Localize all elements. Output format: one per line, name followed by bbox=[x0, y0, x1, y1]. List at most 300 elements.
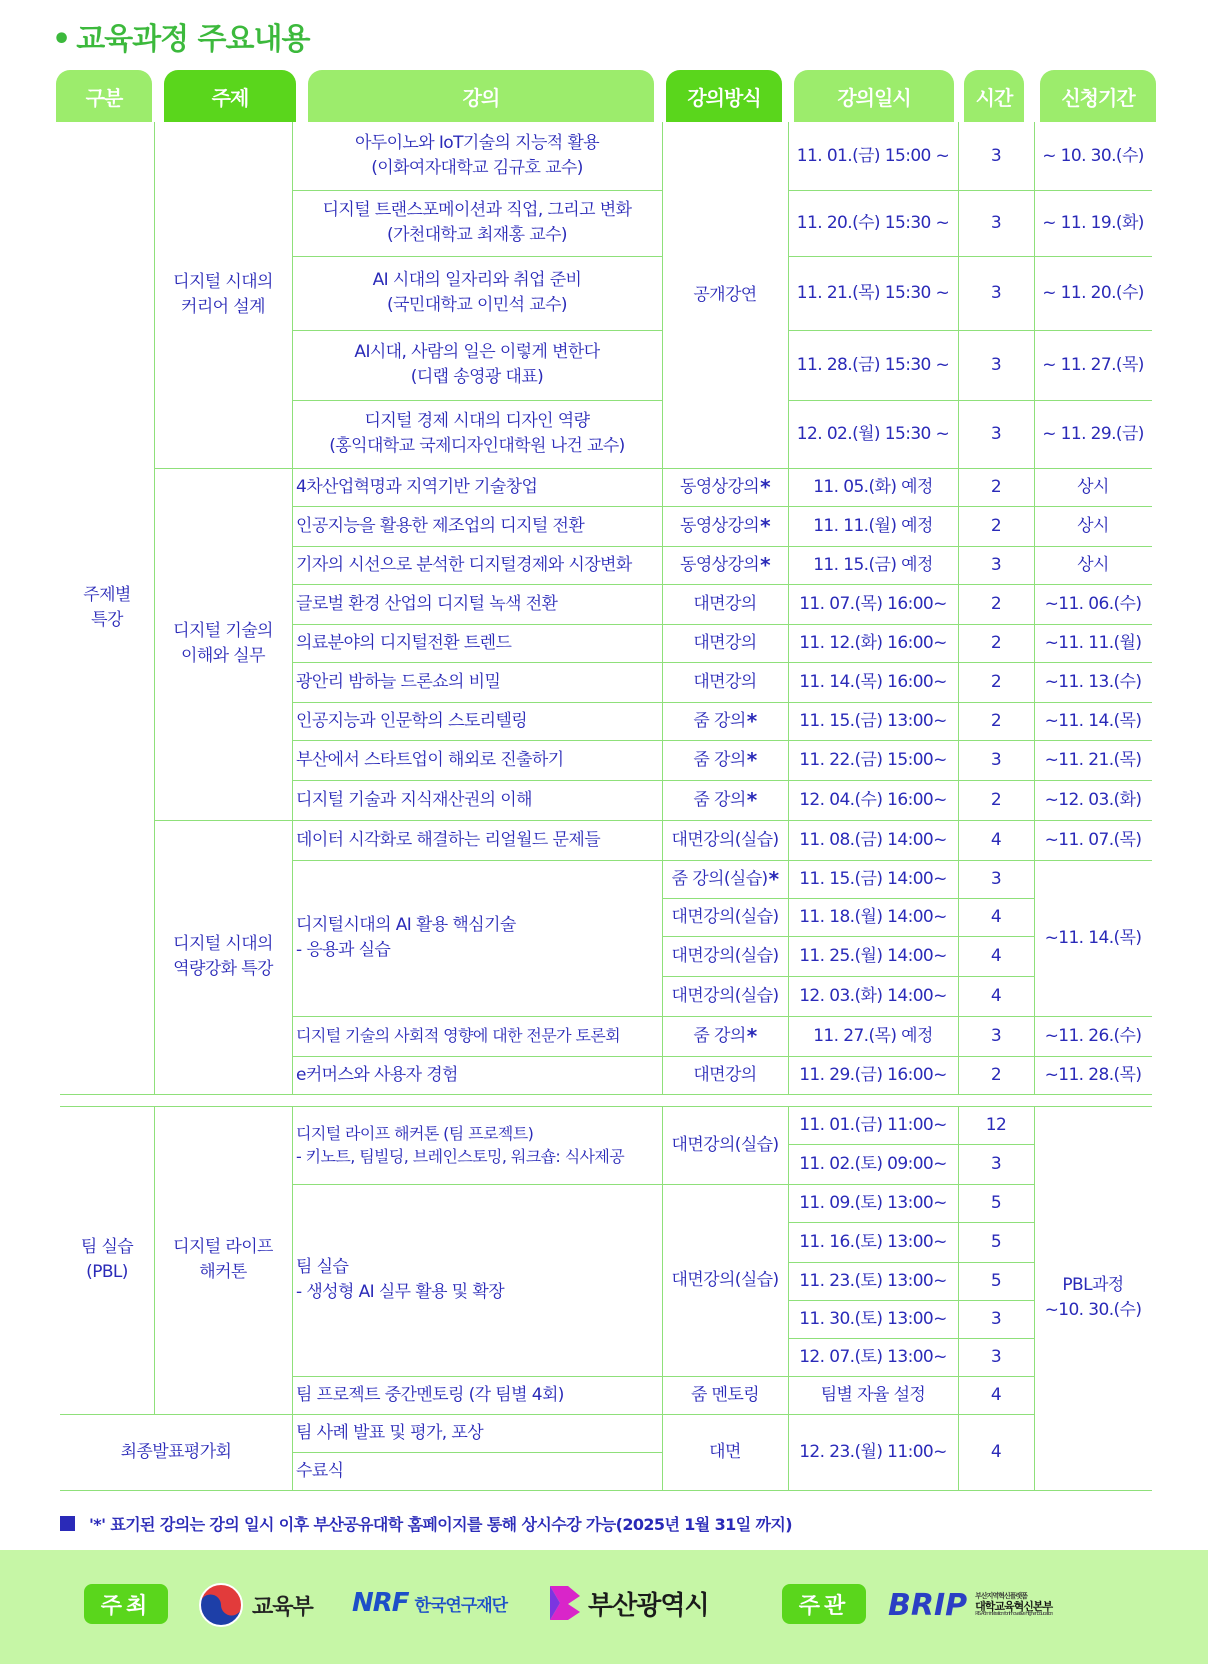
hours-cell bbox=[958, 1106, 1034, 1144]
category-pbl bbox=[60, 1106, 154, 1414]
host-badge: 주최 bbox=[84, 1584, 168, 1624]
apply-cell bbox=[1034, 860, 1152, 1016]
cell-text: 2 bbox=[990, 632, 1002, 653]
hours-cell bbox=[958, 1056, 1034, 1094]
cell-text: 대면강의(실습) bbox=[671, 1269, 779, 1290]
topic-hackathon bbox=[154, 1106, 292, 1414]
method-cell bbox=[662, 898, 788, 936]
square-bullet-icon bbox=[60, 1516, 75, 1531]
lecture-cell bbox=[292, 256, 662, 330]
apply-cell bbox=[1034, 122, 1152, 190]
method-cell bbox=[662, 468, 788, 506]
hours-cell bbox=[958, 1414, 1034, 1490]
cell-text: 3 bbox=[990, 1025, 1002, 1046]
cell-text: 3 bbox=[990, 868, 1002, 889]
cell-text: 대면강의(실습) bbox=[671, 985, 779, 1006]
column-divider bbox=[1034, 122, 1035, 1094]
method-cell bbox=[662, 662, 788, 702]
row-divider bbox=[788, 1300, 1034, 1301]
method-cell bbox=[662, 1184, 788, 1376]
cell-text: 디지털 라이프 해커톤 bbox=[173, 1237, 273, 1282]
busan-logo: 부산광역시 bbox=[548, 1584, 709, 1622]
method-cell bbox=[662, 702, 788, 740]
row-divider bbox=[662, 898, 1034, 899]
cell-text: AI시대, 사람의 일은 이렇게 변한다 (디랩 송영광 대표) bbox=[354, 342, 600, 387]
cell-text: 디지털 트랜스포메이션과 직업, 그리고 변화 (가천대학교 최재홍 교수) bbox=[322, 200, 632, 245]
cell-text: 대면강의(실습) bbox=[671, 829, 779, 850]
cell-text: 상시 bbox=[1077, 476, 1109, 497]
method-cell bbox=[662, 740, 788, 780]
apply-cell bbox=[1034, 702, 1152, 740]
cell-text: 부산에서 스타트업이 해외로 진출하기 bbox=[296, 749, 564, 770]
cell-text: 3 bbox=[990, 212, 1002, 233]
lecture-cell bbox=[292, 330, 662, 400]
cell-text: 12. 02.(월) 15:30 ~ bbox=[796, 423, 950, 444]
hours-cell bbox=[958, 1016, 1034, 1056]
cell-text: 디지털시대의 AI 활용 핵심기술 - 응용과 실습 bbox=[296, 915, 516, 960]
cell-text: 12. 04.(수) 16:00~ bbox=[799, 789, 947, 810]
row-divider bbox=[788, 1262, 1034, 1263]
cell-text: 11. 09.(토) 13:00~ bbox=[799, 1192, 947, 1213]
method-cell bbox=[662, 1016, 788, 1056]
cell-text: 12. 23.(월) 11:00~ bbox=[799, 1441, 947, 1462]
date-cell bbox=[788, 584, 958, 624]
column-divider bbox=[662, 122, 663, 1094]
cell-text: 11. 28.(금) 15:30 ~ bbox=[796, 354, 950, 375]
lecture-cell bbox=[292, 1414, 662, 1452]
method-cell bbox=[662, 936, 788, 976]
topic-career bbox=[154, 122, 292, 468]
hours-cell bbox=[958, 1338, 1034, 1376]
row-divider bbox=[788, 256, 1152, 257]
cell-text: 수료식 bbox=[296, 1460, 344, 1481]
cell-text: 대면강의 bbox=[693, 632, 757, 653]
date-cell bbox=[788, 662, 958, 702]
cell-text: 11. 07.(목) 16:00~ bbox=[799, 593, 947, 614]
cell-text: 4 bbox=[990, 985, 1002, 1006]
page-title: • 교육과정 주요내용 bbox=[52, 22, 310, 57]
apply-cell bbox=[1034, 584, 1152, 624]
column-header-0: 구분 bbox=[56, 70, 152, 122]
apply-cell bbox=[1034, 1056, 1152, 1094]
apply-cell bbox=[1034, 546, 1152, 584]
cell-text: 11. 15.(금) 13:00~ bbox=[799, 710, 947, 731]
column-header-4: 강의일시 bbox=[794, 70, 954, 122]
cell-text: 디지털 라이프 해커톤 (팀 프로젝트) - 키노트, 팀빌딩, 브레인스토밍, 워크숍: 식사제공 bbox=[296, 1123, 625, 1166]
category-special bbox=[60, 122, 154, 1094]
hours-cell bbox=[958, 584, 1034, 624]
hours-cell bbox=[958, 1262, 1034, 1300]
cell-text: 대면강의(실습) bbox=[671, 906, 779, 927]
method-cell bbox=[662, 1376, 788, 1414]
footnote: '*' 표기된 강의는 강의 일시 이후 부산공유대학 홈페이지를 통해 상시수강 가능(2025년 1월 31일 까지) bbox=[60, 1512, 792, 1535]
asterisk-mark: * bbox=[768, 866, 779, 891]
cell-text: 11. 15.(금) 14:00~ bbox=[799, 868, 947, 889]
lecture-cell bbox=[292, 820, 662, 860]
apply-cell bbox=[1034, 820, 1152, 860]
cell-text: 4 bbox=[990, 829, 1002, 850]
cell-text: 12. 07.(토) 13:00~ bbox=[799, 1346, 947, 1367]
cell-text: 11. 05.(화) 예정 bbox=[813, 476, 933, 497]
apply-cell bbox=[1034, 468, 1152, 506]
hours-cell bbox=[958, 330, 1034, 400]
cell-text: ~11. 13.(수) bbox=[1044, 671, 1142, 692]
cell-text: 11. 15.(금) 예정 bbox=[813, 554, 933, 575]
date-cell bbox=[788, 546, 958, 584]
apply-cell bbox=[1034, 256, 1152, 330]
cell-text: 동영상강의 bbox=[680, 515, 760, 536]
cell-text: 줌 멘토링 bbox=[690, 1384, 760, 1405]
cell-text: 기자의 시선으로 분석한 디지털경제와 시장변화 bbox=[296, 554, 632, 575]
date-cell bbox=[788, 740, 958, 780]
row-divider bbox=[292, 400, 662, 401]
method-cell bbox=[662, 1106, 788, 1184]
asterisk-mark: * bbox=[746, 1023, 757, 1048]
date-cell bbox=[788, 256, 958, 330]
cell-text: 11. 18.(월) 14:00~ bbox=[799, 906, 947, 927]
cell-text: 대면 bbox=[709, 1441, 741, 1462]
row-divider bbox=[292, 506, 1152, 507]
cell-text: 5 bbox=[990, 1192, 1002, 1213]
cell-text: 11. 30.(토) 13:00~ bbox=[799, 1308, 947, 1329]
lecture-cell bbox=[292, 506, 662, 546]
date-cell bbox=[788, 1262, 958, 1300]
cell-text: 디지털 기술의 사회적 영향에 대한 전문가 토론회 bbox=[296, 1026, 621, 1046]
cell-text: e커머스와 사용자 경험 bbox=[296, 1064, 458, 1085]
cell-text: 11. 14.(목) 16:00~ bbox=[799, 671, 947, 692]
cell-text: ~11. 11.(월) bbox=[1044, 632, 1142, 653]
cell-text: ~11. 28.(목) bbox=[1044, 1064, 1142, 1085]
cell-text: 2 bbox=[990, 1064, 1002, 1085]
cell-text: 2 bbox=[990, 515, 1002, 536]
apply-cell bbox=[1034, 190, 1152, 256]
apply-cell bbox=[1034, 506, 1152, 546]
cell-text: 디지털 경제 시대의 디자인 역량 (홍익대학교 국제디자인대학원 나건 교수) bbox=[329, 411, 625, 456]
column-header-1: 주제 bbox=[164, 70, 296, 122]
hours-cell bbox=[958, 820, 1034, 860]
cell-text: ~11. 07.(목) bbox=[1044, 829, 1142, 850]
hours-cell bbox=[958, 256, 1034, 330]
column-header-3: 강의방식 bbox=[666, 70, 782, 122]
row-divider bbox=[292, 662, 1152, 663]
date-cell bbox=[788, 1184, 958, 1222]
apply-pbl bbox=[1034, 1106, 1152, 1490]
row-divider bbox=[788, 1338, 1034, 1339]
method-cell bbox=[662, 546, 788, 584]
cell-text: 줌 강의 bbox=[693, 1025, 746, 1046]
asterisk-mark: * bbox=[760, 552, 770, 577]
method-cell bbox=[662, 820, 788, 860]
cell-text: 팀별 자율 설정 bbox=[820, 1384, 926, 1405]
lecture-cell bbox=[292, 780, 662, 820]
lecture-cell bbox=[292, 1016, 662, 1056]
date-cell bbox=[788, 1144, 958, 1184]
asterisk-mark: * bbox=[746, 708, 757, 733]
cell-text: 4 bbox=[990, 1384, 1002, 1405]
method-cell bbox=[662, 122, 788, 468]
method-cell bbox=[662, 1414, 788, 1490]
row-divider bbox=[788, 1144, 1034, 1145]
cell-text: ~12. 03.(화) bbox=[1044, 789, 1142, 810]
cell-text: 동영상강의 bbox=[680, 554, 760, 575]
apply-cell bbox=[1034, 400, 1152, 468]
apply-cell bbox=[1034, 662, 1152, 702]
hours-cell bbox=[958, 624, 1034, 662]
row-divider bbox=[292, 256, 662, 257]
cell-text: 2 bbox=[990, 476, 1002, 497]
row-divider bbox=[292, 780, 1152, 781]
hours-cell bbox=[958, 740, 1034, 780]
cell-text: 최종발표평가회 bbox=[120, 1441, 232, 1462]
cell-text: 11. 29.(금) 16:00~ bbox=[799, 1064, 947, 1085]
lecture-cell bbox=[292, 624, 662, 662]
date-cell bbox=[788, 122, 958, 190]
topic-capacity bbox=[154, 820, 292, 1094]
cell-text: 글로벌 환경 산업의 디지털 녹색 전환 bbox=[296, 593, 558, 614]
row-divider bbox=[292, 702, 1152, 703]
date-cell bbox=[788, 1376, 958, 1414]
cell-text: 팀 사례 발표 및 평가, 포상 bbox=[296, 1422, 484, 1443]
date-cell bbox=[788, 468, 958, 506]
column-divider bbox=[662, 1106, 663, 1490]
curriculum-table bbox=[60, 122, 1152, 1502]
lecture-team bbox=[292, 1184, 662, 1376]
cell-text: 광안리 밤하늘 드론쇼의 비밀 bbox=[296, 671, 501, 692]
date-cell bbox=[788, 820, 958, 860]
row-divider bbox=[662, 976, 1034, 977]
cell-text: 11. 01.(금) 11:00~ bbox=[799, 1114, 947, 1135]
cell-text: 11. 25.(월) 14:00~ bbox=[799, 945, 947, 966]
cell-text: 디지털 시대의 커리어 설계 bbox=[173, 272, 273, 317]
cell-text: 3 bbox=[990, 282, 1002, 303]
hours-cell bbox=[958, 190, 1034, 256]
date-cell bbox=[788, 1056, 958, 1094]
lecture-cell bbox=[292, 1376, 662, 1414]
brip-logo: BRIP 부산지역혁신플랫폼 대학교육혁신본부 RIS Administration for Innovative Higher Education bbox=[888, 1588, 1053, 1623]
column-header-6: 신청기간 bbox=[1040, 70, 1156, 122]
cell-text: 3 bbox=[990, 1346, 1002, 1367]
cell-text: 데이터 시각화로 해결하는 리얼월드 문제들 bbox=[296, 829, 601, 850]
column-divider bbox=[292, 1106, 293, 1490]
row-divider bbox=[292, 330, 662, 331]
cell-text: 5 bbox=[990, 1231, 1002, 1252]
cell-text: 3 bbox=[990, 1308, 1002, 1329]
cell-text: 주제별 특강 bbox=[83, 585, 131, 630]
cell-text: ~11. 06.(수) bbox=[1044, 593, 1142, 614]
column-divider bbox=[788, 1106, 789, 1490]
date-cell bbox=[788, 330, 958, 400]
method-cell bbox=[662, 780, 788, 820]
row-divider bbox=[292, 584, 1152, 585]
hours-cell bbox=[958, 662, 1034, 702]
hours-cell bbox=[958, 1184, 1034, 1222]
cell-text: 11. 21.(목) 15:30 ~ bbox=[796, 282, 950, 303]
date-cell bbox=[788, 1016, 958, 1056]
cell-text: 3 bbox=[990, 749, 1002, 770]
cell-text: 상시 bbox=[1077, 554, 1109, 575]
cell-text: ~ 11. 27.(목) bbox=[1042, 354, 1144, 375]
date-cell bbox=[788, 860, 958, 898]
date-cell bbox=[788, 400, 958, 468]
cell-text: 팀 실습 - 생성형 AI 실무 활용 및 확장 bbox=[296, 1257, 505, 1302]
lecture-cell bbox=[292, 546, 662, 584]
cell-text: 동영상강의 bbox=[680, 476, 760, 497]
cell-text: 11. 22.(금) 15:00~ bbox=[799, 749, 947, 770]
cell-text: 디지털 기술의 이해와 실무 bbox=[173, 621, 273, 666]
hours-cell bbox=[958, 122, 1034, 190]
cell-text: 상시 bbox=[1077, 515, 1109, 536]
date-cell bbox=[788, 1414, 958, 1490]
cell-text: 12. 03.(화) 14:00~ bbox=[799, 985, 947, 1006]
column-divider bbox=[292, 122, 293, 1094]
cell-text: 3 bbox=[990, 145, 1002, 166]
row-divider bbox=[292, 546, 1152, 547]
hours-cell bbox=[958, 936, 1034, 976]
cell-text: ~11. 14.(목) bbox=[1044, 710, 1142, 731]
cell-text: 4 bbox=[990, 906, 1002, 927]
cell-text: 줌 강의(실습) bbox=[671, 868, 768, 889]
method-cell bbox=[662, 506, 788, 546]
lecture-cell bbox=[292, 584, 662, 624]
hours-cell bbox=[958, 506, 1034, 546]
date-cell bbox=[788, 936, 958, 976]
cell-text: 3 bbox=[990, 423, 1002, 444]
cell-text: ~ 11. 29.(금) bbox=[1042, 423, 1144, 444]
cell-text: 11. 12.(화) 16:00~ bbox=[799, 632, 947, 653]
hours-cell bbox=[958, 780, 1034, 820]
apply-cell bbox=[1034, 330, 1152, 400]
cell-text: 5 bbox=[990, 1270, 1002, 1291]
cell-text: ~11. 14.(목) bbox=[1044, 927, 1142, 948]
lecture-cell bbox=[292, 740, 662, 780]
cell-text: 4차산업혁명과 지역기반 기술창업 bbox=[296, 476, 538, 497]
hours-cell bbox=[958, 400, 1034, 468]
cell-text: 팀 프로젝트 중간멘토링 (각 팀별 4회) bbox=[296, 1384, 564, 1405]
column-header-5: 시간 bbox=[964, 70, 1024, 122]
row-divider bbox=[60, 1490, 1152, 1491]
cell-text: 디지털 기술과 지식재산권의 이해 bbox=[296, 789, 532, 810]
lecture-cell bbox=[292, 662, 662, 702]
cell-text: 12 bbox=[985, 1114, 1007, 1135]
lecture-cell bbox=[292, 1452, 662, 1490]
cell-text: 줌 강의 bbox=[693, 710, 746, 731]
hours-cell bbox=[958, 1376, 1034, 1414]
cell-text: 줌 강의 bbox=[693, 749, 746, 770]
cell-text: 2 bbox=[990, 593, 1002, 614]
row-divider bbox=[662, 936, 1034, 937]
hours-cell bbox=[958, 546, 1034, 584]
cell-text: ~ 11. 20.(수) bbox=[1042, 282, 1144, 303]
cell-text: 팀 실습 (PBL) bbox=[80, 1237, 134, 1282]
cell-text: 대면강의 bbox=[693, 593, 757, 614]
hours-cell bbox=[958, 898, 1034, 936]
cell-text: 11. 11.(월) 예정 bbox=[813, 515, 933, 536]
cell-text: 아두이노와 IoT기술의 지능적 활용 (이화여자대학교 김규호 교수) bbox=[354, 133, 600, 178]
organizer-badge: 주관 bbox=[782, 1584, 866, 1624]
column-divider bbox=[154, 1106, 155, 1414]
row-divider bbox=[788, 1222, 1034, 1223]
category-final bbox=[60, 1414, 292, 1490]
cell-text: PBL과정 ~10. 30.(수) bbox=[1044, 1275, 1142, 1320]
hours-cell bbox=[958, 860, 1034, 898]
asterisk-mark: * bbox=[760, 513, 770, 538]
cell-text: 11. 27.(목) 예정 bbox=[813, 1025, 933, 1046]
cell-text: 대면강의 bbox=[693, 1064, 757, 1085]
date-cell bbox=[788, 780, 958, 820]
lecture-hackathon bbox=[292, 1106, 662, 1184]
cell-text: 4 bbox=[990, 945, 1002, 966]
cell-text: 대면강의 bbox=[693, 671, 757, 692]
row-divider bbox=[788, 190, 1152, 191]
method-cell bbox=[662, 976, 788, 1016]
cell-text: 줌 강의 bbox=[693, 789, 746, 810]
cell-text: 11. 02.(토) 09:00~ bbox=[799, 1153, 947, 1174]
row-divider bbox=[292, 740, 1152, 741]
date-cell bbox=[788, 506, 958, 546]
date-cell bbox=[788, 190, 958, 256]
cell-text: 11. 16.(토) 13:00~ bbox=[799, 1231, 947, 1252]
row-divider bbox=[788, 400, 1152, 401]
cell-text: 2 bbox=[990, 789, 1002, 810]
hours-cell bbox=[958, 976, 1034, 1016]
row-divider bbox=[292, 190, 662, 191]
date-cell bbox=[788, 1338, 958, 1376]
hours-cell bbox=[958, 1144, 1034, 1184]
date-cell bbox=[788, 1106, 958, 1144]
cell-text: 11. 08.(금) 14:00~ bbox=[799, 829, 947, 850]
column-divider bbox=[154, 122, 155, 1094]
cell-text: AI 시대의 일자리와 취업 준비 (국민대학교 이민석 교수) bbox=[372, 270, 582, 315]
date-cell bbox=[788, 702, 958, 740]
taegeuk-icon bbox=[198, 1582, 244, 1628]
nrf-logo: NRF 한국연구재단 bbox=[352, 1588, 508, 1618]
cell-text: 디지털 시대의 역량강화 특강 bbox=[173, 934, 273, 979]
asterisk-mark: * bbox=[746, 747, 757, 772]
lecture-cell bbox=[292, 400, 662, 468]
row-divider bbox=[60, 1094, 1152, 1095]
cell-text: ~11. 26.(수) bbox=[1044, 1025, 1142, 1046]
row-divider bbox=[292, 624, 1152, 625]
hours-cell bbox=[958, 702, 1034, 740]
busan-mark-icon bbox=[548, 1584, 582, 1622]
lecture-core bbox=[292, 860, 662, 1016]
cell-text: ~ 11. 19.(화) bbox=[1042, 212, 1144, 233]
date-cell bbox=[788, 976, 958, 1016]
date-cell bbox=[788, 1300, 958, 1338]
hours-cell bbox=[958, 1300, 1034, 1338]
cell-text: 11. 01.(금) 15:00 ~ bbox=[796, 145, 950, 166]
apply-cell bbox=[1034, 740, 1152, 780]
lecture-cell bbox=[292, 1056, 662, 1094]
moe-logo: 교육부 bbox=[198, 1582, 313, 1628]
cell-text: ~ 10. 30.(수) bbox=[1042, 145, 1144, 166]
lecture-cell bbox=[292, 122, 662, 190]
cell-text: 2 bbox=[990, 710, 1002, 731]
asterisk-mark: * bbox=[746, 787, 757, 812]
cell-text: 3 bbox=[990, 1153, 1002, 1174]
method-cell bbox=[662, 860, 788, 898]
method-cell bbox=[662, 624, 788, 662]
column-divider bbox=[1034, 1106, 1035, 1490]
topic-tech bbox=[154, 468, 292, 820]
cell-text: 2 bbox=[990, 671, 1002, 692]
footer-bar bbox=[0, 1550, 1208, 1664]
cell-text: 대면강의(실습) bbox=[671, 1134, 779, 1155]
method-cell bbox=[662, 1056, 788, 1094]
column-divider bbox=[958, 1106, 959, 1490]
hours-cell bbox=[958, 1222, 1034, 1262]
method-cell bbox=[662, 584, 788, 624]
